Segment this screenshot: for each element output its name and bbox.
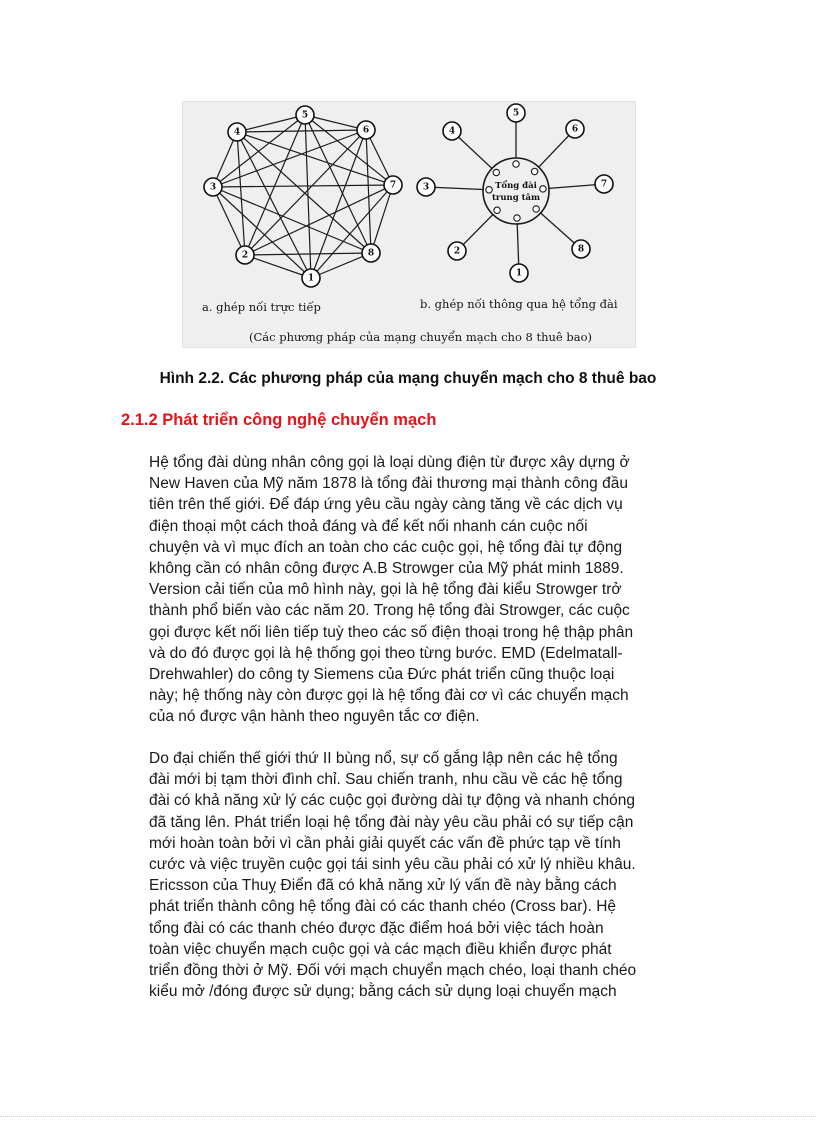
star-link: [435, 187, 483, 189]
paragraph-line: tiên trên thế giới. Để đáp ứng yêu cầu ngày càng tăng về các dịch vụ: [149, 496, 623, 514]
switching-methods-figure: [182, 101, 636, 348]
sub-caption-a: a. ghép nối trực tiếp: [202, 300, 321, 314]
subscriber-number: 3: [422, 182, 430, 193]
paragraph-1: [149, 452, 709, 727]
exchange-port: [533, 206, 539, 212]
exchange-circle: [483, 158, 549, 224]
mesh-link: [237, 132, 245, 255]
paragraph-line: này; hệ thống này còn được gọi là hệ tổng đài cơ vì các chuyển mạch: [149, 687, 629, 705]
paragraph-line: đài mới bị tạm thời đình chỉ. Sau chiến tranh, nhu cầu về các hệ tổng: [149, 771, 623, 789]
subscriber-number: 8: [367, 248, 375, 259]
subscriber-number: 6: [571, 124, 579, 135]
mesh-link: [237, 130, 366, 132]
subscriber-number: 2: [453, 246, 461, 257]
paragraph-line: New Haven của Mỹ năm 1878 là tổng đài thương mại thành công đầu: [149, 475, 628, 493]
exchange-port: [540, 186, 546, 192]
paragraph-line: chuyện và vì mục đích an toàn cho các cuộc gọi, hệ tổng đài tự động: [149, 538, 623, 556]
mesh-subscriber-node: [204, 178, 222, 196]
exchange-port: [531, 168, 537, 174]
paragraph-line: và do đó được gọi là hệ thống gọi theo từng bước. EMD (Edelmatall-: [149, 644, 623, 662]
paragraph-line: Hệ tổng đài dùng nhân công gọi là loại dùng điện từ được xây dựng ở: [149, 454, 630, 471]
paragraph-line: không cần có nhân công được A.B Strowger của Mỹ phát minh 1889.: [149, 559, 624, 577]
mesh-link: [213, 187, 311, 278]
paragraph-line: mới hoàn toàn bởi vì cần phải giải quyết các vấn đề phức tạp về tính: [149, 834, 621, 852]
star-link: [459, 137, 492, 168]
subscriber-number: 6: [362, 125, 370, 136]
star-link: [517, 224, 518, 264]
mesh-subscriber-node: [236, 246, 254, 264]
exchange-port: [513, 161, 519, 167]
star-subscriber-node: [572, 240, 590, 258]
paragraph-line: Do đại chiến thế giới thứ II bùng nổ, sự cố gắng lập nên các hệ tổng: [149, 750, 618, 767]
paragraph-line: Drehwahler) do công ty Siemens của Đức phát triển cũng thuộc loại: [149, 665, 615, 683]
exchange-port: [514, 215, 520, 221]
mesh-subscriber-node: [362, 244, 380, 262]
star-subscriber-node: [566, 120, 584, 138]
paragraph-line: phát triển thành công hệ tổng đài có các thanh chéo (Cross bar). Hệ: [149, 898, 617, 916]
subscriber-number: 3: [209, 182, 217, 193]
mesh-link: [245, 253, 371, 255]
mesh-subscriber-node: [357, 121, 375, 139]
exchange-label-line2: trung tâm: [491, 193, 541, 203]
mesh-subscriber-node: [302, 269, 320, 287]
paragraph-line: đài có khả năng xử lý các cuộc gọi đường dài tự động và nhanh chóng: [149, 792, 635, 810]
exchange-port: [494, 207, 500, 213]
switching-network-diagrams: [182, 101, 636, 348]
subscriber-number: 1: [515, 268, 523, 279]
paragraph-line: gọi được kết nối liên tiếp tuỳ theo các số điện thoại trong hệ thập phân: [149, 623, 634, 641]
star-link: [539, 136, 569, 168]
paragraph-line: điện thoại một cách thoả đáng và để kết nối nhanh cán cuộc nối: [149, 517, 588, 535]
star-subscriber-node: [510, 264, 528, 282]
star-subscriber-node: [595, 175, 613, 193]
central-exchange: [483, 158, 549, 224]
mesh-link: [366, 130, 371, 253]
subscriber-number: 1: [307, 273, 315, 284]
paragraph-line: thành phổ biến vào các năm 20. Trong hệ tổng đài Strowger, các cuộc: [149, 602, 630, 620]
mesh-link: [311, 185, 393, 278]
paragraph-2: [149, 748, 709, 1002]
mesh-link: [311, 130, 366, 278]
mesh-link: [213, 187, 371, 253]
figure-caption: Hình 2.2. Các phương pháp của mạng chuyển mạch cho 8 thuê bao: [159, 370, 657, 387]
star-link: [549, 185, 595, 189]
subscriber-number: 5: [301, 110, 309, 121]
page-footer-rule: [0, 1116, 816, 1117]
star-subscriber-node: [507, 104, 525, 122]
mesh-link: [213, 187, 245, 255]
exchange-label-line1: Tổng đài: [495, 181, 537, 191]
sub-caption-b: b. ghép nối thông qua hệ tổng đài: [420, 297, 618, 311]
section-heading: 2.1.2 Phát triển công nghệ chuyển mạch: [121, 411, 437, 429]
paragraph-line: kiểu mở /đóng được sử dụng; bằng cách sử dụng loại chuyển mạch: [149, 983, 617, 1001]
paragraph-line: tổng đài có các thanh chéo được đặc điểm hoá bởi việc tách hoàn: [149, 919, 604, 937]
paragraph-line: Version cải tiến của mô hình này, gọi là hệ tổng đài kiểu Strowger trở: [149, 581, 622, 599]
paragraph-line: triển đồng thời ở Mỹ. Đối với mạch chuyển mạch chéo, loại thanh chéo: [149, 961, 637, 979]
star-subscriber-node: [448, 242, 466, 260]
mesh-link: [371, 185, 393, 253]
paragraph-line: của nó được vận hành theo nguyên tắc cơ điện.: [149, 708, 480, 726]
exchange-port: [486, 187, 492, 193]
subscriber-number: 7: [600, 179, 608, 190]
subscriber-number: 8: [577, 244, 585, 255]
paragraph-line: toàn việc chuyển mạch cuộc gọi và các mạch điều khiển được phát: [149, 940, 612, 958]
paragraph-line: Ericsson của Thuỵ Điển đã có khả năng xử lý vấn đề này bằng cách: [149, 877, 617, 895]
figure-inner-caption: (Các phương pháp của mạng chuyển mạch cho 8 thuê bao): [249, 330, 593, 344]
subscriber-number: 4: [233, 127, 241, 138]
exchange-port: [493, 169, 499, 175]
star-subscriber-node: [417, 178, 435, 196]
mesh-subscriber-node: [296, 106, 314, 124]
mesh-subscriber-node: [228, 123, 246, 141]
star-link: [463, 215, 493, 245]
subscriber-number: 7: [389, 180, 397, 191]
subscriber-number: 4: [448, 126, 456, 137]
mesh-link: [237, 132, 371, 253]
paragraph-line: đã tăng lên. Phát triển loại hệ tổng đài này yêu cầu phải có sự tiếp cận: [149, 813, 634, 831]
paragraph-line: cước và việc truyền cuộc gọi tái sinh yêu cầu phải có xử lý nhiều khâu.: [149, 855, 636, 873]
full-mesh-subscribers: [204, 106, 402, 287]
star-subscriber-node: [443, 122, 461, 140]
subscriber-number: 2: [241, 250, 249, 261]
star-link: [541, 213, 575, 243]
subscriber-number: 5: [512, 108, 520, 119]
mesh-subscriber-node: [384, 176, 402, 194]
